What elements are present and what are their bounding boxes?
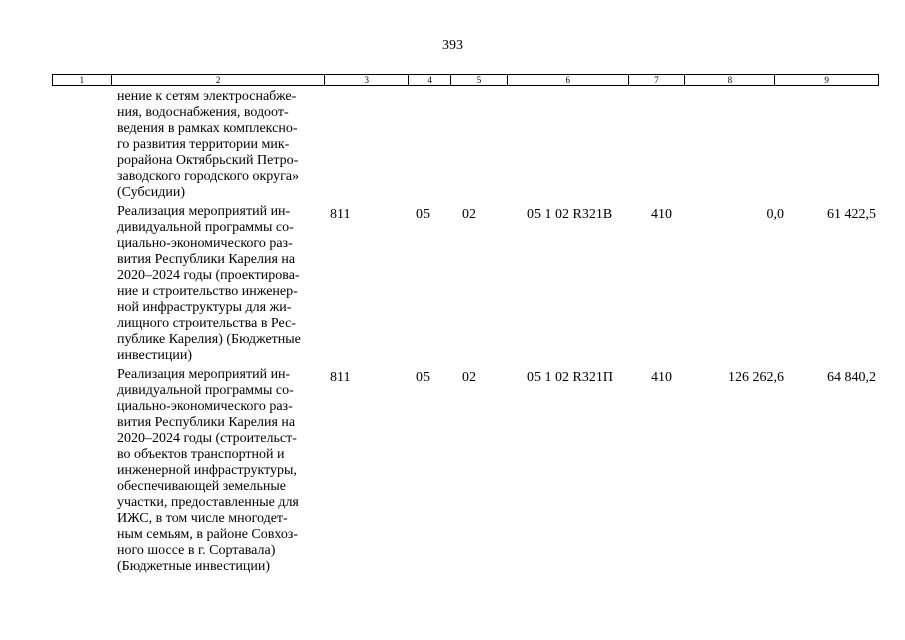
row-description-line: дивидуальной программы со- — [117, 220, 294, 235]
row-description-line: участки, предоставленные для — [117, 495, 299, 510]
row-description-line: ние и строительство инженер- — [117, 284, 298, 299]
row-description-line: ной инфраструктуры для жи- — [117, 300, 292, 315]
cell-col-9: 61 422,5 — [827, 207, 876, 222]
cell-col-3: 811 — [330, 370, 351, 385]
col-header-8: 8 — [685, 75, 775, 85]
col-header-6: 6 — [508, 75, 629, 85]
row-description-line: ния, водоснабжения, водоот- — [117, 105, 289, 120]
row-description-line: ведения в рамках комплексно- — [117, 121, 298, 136]
row-description-line: 2020–2024 годы (строительст- — [117, 431, 297, 446]
table-column-header — [52, 74, 879, 86]
cell-col-8: 126 262,6 — [728, 370, 784, 385]
row-description-line: (Субсидии) — [117, 185, 186, 200]
col-header-2: 2 — [112, 75, 325, 85]
page-number: 393 — [442, 38, 463, 53]
cell-col-6: 05 1 02 R321П — [527, 370, 613, 385]
row-description-line: Реализация мероприятий ин- — [117, 204, 291, 219]
row-description-line: рорайона Октябрьский Петро- — [117, 153, 299, 168]
cell-col-4: 05 — [416, 207, 430, 222]
cell-col-8: 0,0 — [766, 207, 784, 222]
row-description-line: нение к сетям электроснабже- — [117, 89, 297, 104]
cell-col-5: 02 — [462, 207, 476, 222]
col-header-4: 4 — [409, 75, 451, 85]
col-header-1: 1 — [53, 75, 112, 85]
row-description-line: циально-экономического раз- — [117, 236, 293, 251]
row-description-line: заводского городского округа» — [117, 169, 300, 184]
col-header-9: 9 — [824, 75, 829, 85]
row-description-line: инженерной инфраструктуры, — [117, 463, 297, 478]
cell-col-9: 64 840,2 — [827, 370, 876, 385]
col-header-7: 7 — [629, 75, 686, 85]
row-description-line: обеспечивающей земельные — [117, 479, 286, 494]
row-description-line: (Бюджетные инвестиции) — [117, 559, 271, 574]
row-description-line: во объектов транспортной и — [117, 447, 285, 462]
row-description-line: ным семьям, в районе Совхоз- — [117, 527, 299, 542]
cell-col-5: 02 — [462, 370, 476, 385]
row-description-line: 2020–2024 годы (проектирова- — [117, 268, 300, 283]
row-description-line: го развития территории мик- — [117, 137, 290, 152]
row-description-line: инвестиции) — [117, 348, 193, 363]
row-description-line: Реализация мероприятий ин- — [117, 367, 291, 382]
cell-col-6: 05 1 02 R321В — [527, 207, 613, 222]
cell-col-4: 05 — [416, 370, 430, 385]
row-description-line: циально-экономического раз- — [117, 399, 293, 414]
col-header-5: 5 — [451, 75, 508, 85]
cell-col-7: 410 — [651, 370, 672, 385]
row-description-line: вития Республики Карелия на — [117, 252, 296, 267]
row-description-line: лищного строительства в Рес- — [117, 316, 296, 331]
row-description-line: дивидуальной программы со- — [117, 383, 294, 398]
row-description-line: ИЖС, в том числе многодет- — [117, 511, 288, 526]
row-description-line: ного шоссе в г. Сортавала) — [117, 543, 276, 558]
col-header-3: 3 — [325, 75, 409, 85]
cell-col-3: 811 — [330, 207, 351, 222]
row-description-line: вития Республики Карелия на — [117, 415, 296, 430]
row-description-line: публике Карелия) (Бюджетные — [117, 332, 301, 347]
cell-col-7: 410 — [651, 207, 672, 222]
